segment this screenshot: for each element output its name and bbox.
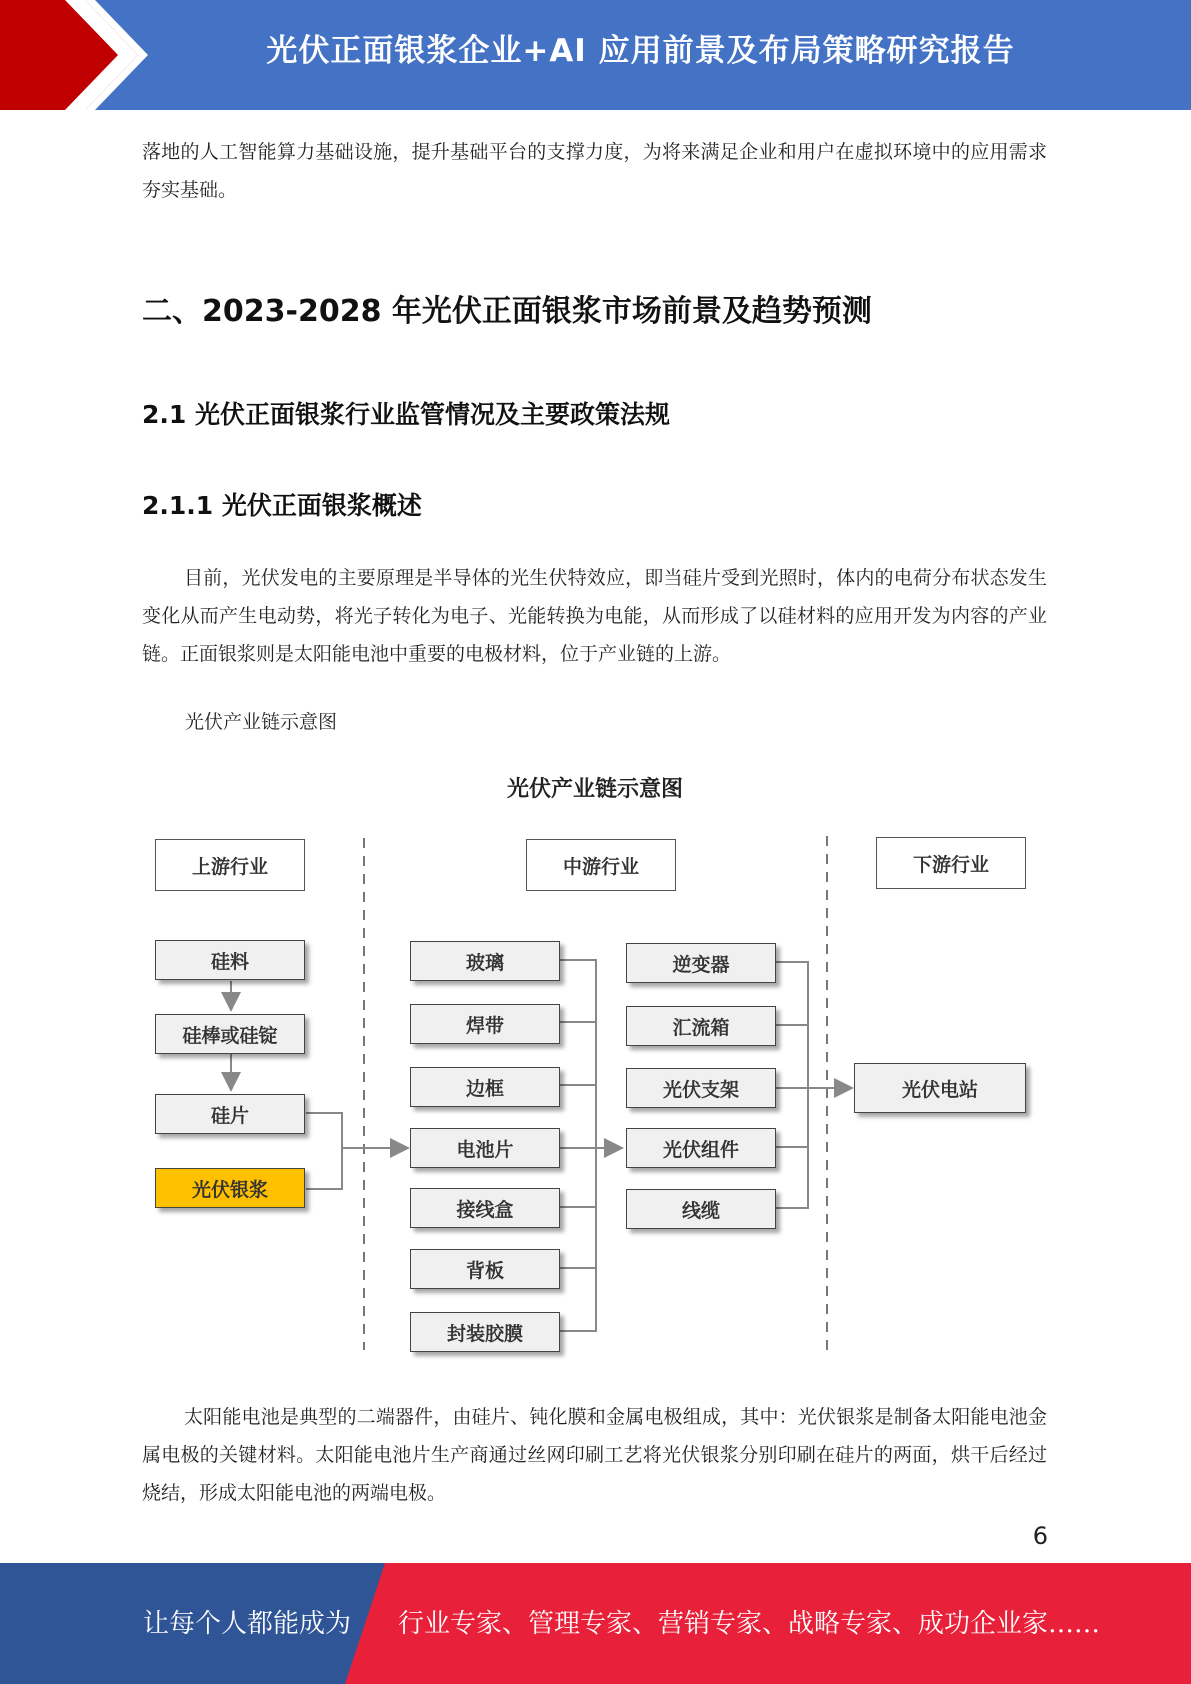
node-cell: 电池片 [410,1128,560,1168]
page-footer [0,1563,1191,1684]
header-downstream: 下游行业 [876,837,1026,889]
node-pv-module: 光伏组件 [626,1128,776,1168]
node-silicon-wafer: 硅片 [155,1094,305,1134]
bracket-materials [560,960,596,1331]
node-silicon-material: 硅料 [155,940,305,980]
subsection-heading: 2.1 光伏正面银浆行业监管情况及主要政策法规 [142,400,670,429]
node-pv-station: 光伏电站 [854,1063,1026,1113]
bracket-upstream-join [306,1113,342,1189]
node-cable: 线缆 [626,1189,776,1229]
footer-slogan-right: 行业专家、管理专家、营销专家、战略专家、成功企业家…… [398,1609,1101,1639]
report-title: 光伏正面银浆企业+AI 应用前景及布局策略研究报告 [266,33,1015,69]
header-upstream: 上游行业 [155,839,305,891]
node-inverter: 逆变器 [626,943,776,983]
section-heading: 二、2023-2028 年光伏正面银浆市场前景及趋势预测 [142,294,872,329]
intro-paragraph: 落地的人工智能算力基础设施，提升基础平台的支撑力度，为将来满足企业和用户在虚拟环境中的应用需求夯实基础。 [142,141,1047,201]
node-pv-mount: 光伏支架 [626,1068,776,1108]
figure-caption: 光伏产业链示意图 [185,711,338,733]
bracket-products [776,962,808,1208]
node-silicon-ingot: 硅棒或硅锭 [155,1014,305,1054]
node-frame: 边框 [410,1067,560,1107]
node-glass: 玻璃 [410,941,560,981]
cell-paragraph: 太阳能电池是典型的二端器件，由硅片、钝化膜和金属电极组成，其中：光伏银浆是制备太阳能电池金属电极的关键材料。太阳能电池片生产商通过丝网印刷工艺将光伏银浆分别印刷在硅片的两面，烘干后经过烧结，形成太阳能电池的两端电极。 [142,1406,1047,1504]
node-combiner-box: 汇流箱 [626,1006,776,1046]
node-ribbon: 焊带 [410,1004,560,1044]
node-encapsulant: 封装胶膜 [410,1312,560,1352]
header-midstream: 中游行业 [526,839,676,891]
node-silver-paste: 光伏银浆 [155,1168,305,1208]
footer-slogan-left: 让每个人都能成为 [143,1609,352,1639]
node-junction-box: 接线盒 [410,1188,560,1228]
diagram-title: 光伏产业链示意图 [506,777,683,802]
overview-paragraph: 目前，光伏发电的主要原理是半导体的光生伏特效应，即当硅片受到光照时，体内的电荷分布状态发生变化从而产生电动势，将光子转化为电子、光能转换为电能，从而形成了以硅材料的应用开发为内容的产业链。正面银浆则是太阳能电池中重要的电极材料，位于产业链的上游。 [142,567,1047,665]
page-number: 6 [1032,1522,1048,1550]
subsubsection-heading: 2.1.1 光伏正面银浆概述 [142,491,422,520]
node-backsheet: 背板 [410,1249,560,1289]
